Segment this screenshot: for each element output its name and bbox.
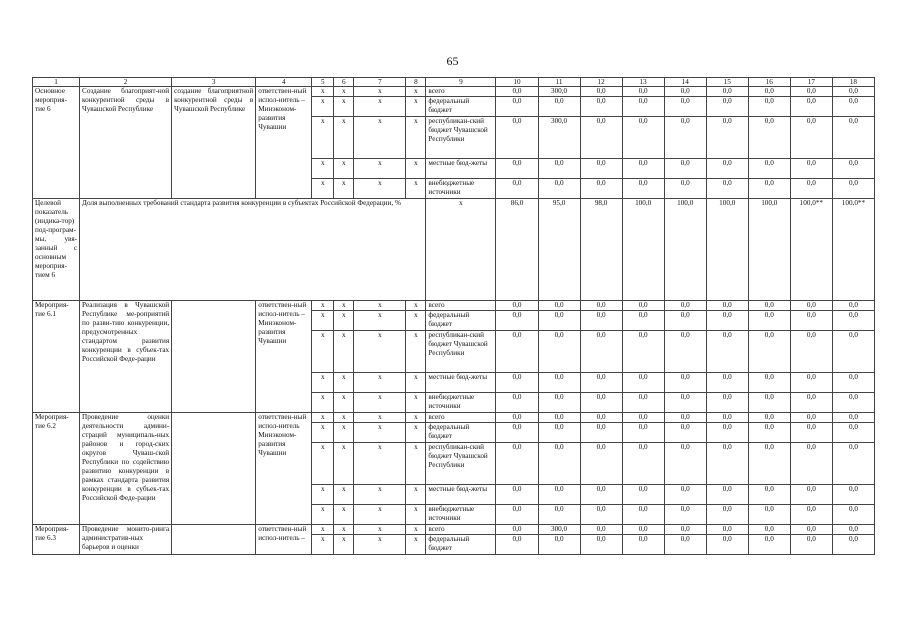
funding-value: 0,0	[496, 423, 538, 443]
funding-value: 0,0	[664, 331, 706, 373]
funding-value: 0,0	[706, 97, 748, 117]
budget-code-mark: x	[354, 485, 406, 505]
budget-code-mark: x	[312, 331, 334, 373]
funding-value: 0,0	[832, 393, 874, 413]
funding-value: 0,0	[664, 423, 706, 443]
program-table	[32, 77, 875, 555]
funding-value: 0,0	[538, 373, 580, 393]
indicator-text: Доля выполненных требований стандарта развития конкуренции в субъектах Российской Федерации, %	[80, 199, 426, 301]
funding-value: 0,0	[748, 97, 790, 117]
funding-value: 0,0	[622, 505, 664, 525]
funding-value: 0,0	[790, 179, 832, 199]
funding-value: 0,0	[496, 301, 538, 311]
funding-source: всего	[426, 525, 496, 535]
funding-value: 0,0	[622, 373, 664, 393]
activity-goal	[172, 525, 256, 555]
funding-value: 0,0	[496, 485, 538, 505]
funding-value: 0,0	[832, 179, 874, 199]
budget-code-mark: x	[334, 159, 354, 179]
funding-value: 0,0	[538, 535, 580, 555]
responsible-executor: ответствен-ный испол-нитель – Минэконом-развития Чувашии	[256, 87, 312, 199]
budget-code-mark: x	[334, 97, 354, 117]
funding-value: 0,0	[538, 423, 580, 443]
funding-value: 0,0	[622, 179, 664, 199]
budget-code-mark: x	[334, 535, 354, 555]
funding-value: 0,0	[622, 443, 664, 485]
funding-value: 0,0	[790, 373, 832, 393]
budget-code-mark: x	[312, 535, 334, 555]
budget-code-mark: x	[334, 331, 354, 373]
budget-code-mark: x	[334, 485, 354, 505]
budget-code-mark: x	[334, 179, 354, 199]
column-number: 7	[354, 78, 406, 87]
funding-value: 0,0	[832, 443, 874, 485]
budget-code-mark: x	[312, 413, 334, 423]
activity-name: Проведение оценки деятельности админи-страций муниципаль-ных районов и город-ских округов Чуваш-ской Республики по содействию развитию конкуренции в рамках стандарта развития конкуренции в субъек-тах Российской Феде-рации	[80, 413, 172, 525]
activity-code: Мероприя-тие 6.3	[33, 525, 80, 555]
column-number: 9	[426, 78, 496, 87]
funding-source: внебюджетные источники	[426, 505, 496, 525]
funding-value: 0,0	[748, 179, 790, 199]
budget-code-mark: x	[354, 331, 406, 373]
budget-code-mark: x	[312, 311, 334, 331]
funding-source: местные бюд-жеты	[426, 159, 496, 179]
budget-code-mark: x	[406, 525, 426, 535]
budget-code-mark: x	[334, 393, 354, 413]
budget-code-mark: x	[354, 535, 406, 555]
funding-value: 0,0	[790, 505, 832, 525]
funding-value: 0,0	[496, 159, 538, 179]
funding-value: 0,0	[664, 525, 706, 535]
funding-value: 0,0	[664, 413, 706, 423]
funding-value: 0,0	[622, 117, 664, 159]
funding-value: 0,0	[580, 485, 622, 505]
funding-value: 0,0	[580, 87, 622, 97]
budget-code-mark: x	[312, 525, 334, 535]
column-number: 10	[496, 78, 538, 87]
funding-value: 0,0	[790, 535, 832, 555]
funding-value: 0,0	[580, 331, 622, 373]
column-number: 8	[406, 78, 426, 87]
indicator-value: 100,0	[706, 199, 748, 301]
funding-value: 0,0	[538, 331, 580, 373]
funding-value: 0,0	[664, 117, 706, 159]
funding-source: всего	[426, 87, 496, 97]
funding-value: 0,0	[706, 443, 748, 485]
funding-value: 0,0	[622, 159, 664, 179]
funding-value: 0,0	[790, 117, 832, 159]
budget-code-mark: x	[312, 97, 334, 117]
funding-value: 0,0	[496, 117, 538, 159]
budget-code-mark: x	[312, 159, 334, 179]
funding-value: 0,0	[706, 413, 748, 423]
activity-code: Мероприя-тие 6.1	[33, 301, 80, 413]
budget-code-mark: x	[354, 413, 406, 423]
funding-value: 0,0	[790, 87, 832, 97]
budget-code-mark: x	[334, 505, 354, 525]
activity-name: Реализация в Чувашской Республике ме-роприятий по разви-тию конкуренции, предусмотренных стандартом развития конкуренции в субъек-тах Российской Феде-рации	[80, 301, 172, 413]
funding-value: 0,0	[622, 413, 664, 423]
column-number: 2	[80, 78, 172, 87]
funding-value: 0,0	[790, 331, 832, 373]
budget-code-mark: x	[334, 525, 354, 535]
funding-value: 0,0	[832, 97, 874, 117]
budget-code-mark: x	[406, 373, 426, 393]
funding-value: 0,0	[832, 505, 874, 525]
activity-goal: создание благоприятной конкурентной среды в Чувашской Республике	[172, 87, 256, 199]
funding-value: 0,0	[706, 393, 748, 413]
responsible-executor: ответствен-ный испол-нитель –	[256, 525, 312, 555]
funding-value: 0,0	[790, 485, 832, 505]
budget-code-mark: x	[312, 179, 334, 199]
column-number: 13	[622, 78, 664, 87]
column-number: 11	[538, 78, 580, 87]
budget-code-mark: x	[406, 331, 426, 373]
indicator-value: 100,0	[664, 199, 706, 301]
funding-source: местные бюд-жеты	[426, 373, 496, 393]
funding-source: местные бюд-жеты	[426, 485, 496, 505]
funding-value: 0,0	[790, 159, 832, 179]
budget-code-mark: x	[334, 311, 354, 331]
column-number: 15	[706, 78, 748, 87]
funding-source: федеральный бюджет	[426, 535, 496, 555]
column-number-row	[33, 78, 875, 87]
budget-code-mark: x	[354, 301, 406, 311]
budget-code-mark: x	[406, 535, 426, 555]
funding-value: 0,0	[790, 97, 832, 117]
funding-value: 0,0	[496, 413, 538, 423]
funding-value: 0,0	[496, 535, 538, 555]
funding-value: 0,0	[832, 525, 874, 535]
funding-source: внебюджетные источники	[426, 179, 496, 199]
funding-value: 0,0	[790, 393, 832, 413]
funding-value: 0,0	[706, 331, 748, 373]
column-number: 4	[256, 78, 312, 87]
funding-value: 0,0	[706, 485, 748, 505]
funding-value: 0,0	[622, 535, 664, 555]
funding-value: 0,0	[748, 311, 790, 331]
responsible-executor: ответствен-ный испол-нитель Минэконом-развития Чувашии	[256, 413, 312, 525]
funding-value: 0,0	[496, 97, 538, 117]
funding-value: 0,0	[748, 505, 790, 525]
column-number: 3	[172, 78, 256, 87]
funding-source: внебюджетные источники	[426, 393, 496, 413]
budget-code-mark: x	[312, 87, 334, 97]
funding-value: 0,0	[664, 373, 706, 393]
funding-value: 0,0	[790, 525, 832, 535]
funding-value: 0,0	[832, 311, 874, 331]
funding-source: республикан-ский бюджет Чувашской Республики	[426, 443, 496, 485]
funding-value: 0,0	[580, 525, 622, 535]
budget-code-mark: x	[312, 443, 334, 485]
funding-value: 0,0	[622, 311, 664, 331]
funding-value: 0,0	[748, 525, 790, 535]
funding-value: 0,0	[622, 525, 664, 535]
budget-code-mark: x	[406, 311, 426, 331]
budget-code-mark: x	[334, 443, 354, 485]
column-number: 16	[748, 78, 790, 87]
funding-value: 0,0	[706, 301, 748, 311]
funding-value: 0,0	[748, 443, 790, 485]
funding-value: 0,0	[748, 423, 790, 443]
funding-value: 0,0	[538, 311, 580, 331]
funding-value: 0,0	[790, 301, 832, 311]
funding-value: 0,0	[538, 485, 580, 505]
funding-value: 0,0	[706, 87, 748, 97]
funding-value: 0,0	[622, 393, 664, 413]
indicator-value: 100,0	[748, 199, 790, 301]
budget-code-mark: x	[406, 301, 426, 311]
funding-value: 0,0	[664, 505, 706, 525]
budget-code-mark: x	[406, 87, 426, 97]
column-number: 1	[33, 78, 80, 87]
funding-value: 0,0	[580, 301, 622, 311]
funding-value: 0,0	[748, 331, 790, 373]
funding-value: 0,0	[580, 373, 622, 393]
funding-value: 0,0	[538, 97, 580, 117]
funding-value: 0,0	[706, 159, 748, 179]
funding-value: 0,0	[664, 443, 706, 485]
budget-code-mark: x	[312, 393, 334, 413]
funding-value: 0,0	[832, 117, 874, 159]
funding-value: 0,0	[748, 301, 790, 311]
funding-value: 0,0	[538, 301, 580, 311]
activity-code: Мероприя-тие 6.2	[33, 413, 80, 525]
budget-code-mark: x	[334, 301, 354, 311]
funding-value: 0,0	[496, 87, 538, 97]
budget-code-mark: x	[406, 179, 426, 199]
funding-value: 0,0	[538, 159, 580, 179]
funding-value: 0,0	[622, 331, 664, 373]
funding-value: 0,0	[622, 301, 664, 311]
funding-value: 0,0	[706, 525, 748, 535]
funding-value: 0,0	[790, 443, 832, 485]
responsible-executor: ответствен-ный испол-нитель – Минэконом-развития Чувашии	[256, 301, 312, 413]
activity-name: Создание благоприят-ной конкурентной среды в Чувашской Республике	[80, 87, 172, 199]
funding-value: 0,0	[832, 301, 874, 311]
budget-code-mark: x	[334, 373, 354, 393]
table-row	[33, 525, 875, 535]
funding-value: 0,0	[622, 485, 664, 505]
funding-value: 0,0	[580, 423, 622, 443]
funding-value: 0,0	[580, 117, 622, 159]
funding-value: 0,0	[622, 87, 664, 97]
funding-value: 0,0	[832, 413, 874, 423]
column-number: 5	[312, 78, 334, 87]
funding-value: 0,0	[496, 443, 538, 485]
budget-code-mark: x	[406, 423, 426, 443]
indicator-value: 100,0	[622, 199, 664, 301]
budget-code-mark: x	[406, 159, 426, 179]
indicator-value: 100,0**	[832, 199, 874, 301]
funding-value: 0,0	[664, 393, 706, 413]
budget-code-mark: x	[406, 413, 426, 423]
funding-value: 0,0	[832, 87, 874, 97]
funding-value: 0,0	[580, 311, 622, 331]
funding-value: 0,0	[496, 331, 538, 373]
indicator-value: 95,0	[538, 199, 580, 301]
budget-code-mark: x	[354, 117, 406, 159]
table-row	[33, 413, 875, 423]
funding-value: 0,0	[664, 311, 706, 331]
funding-value: 0,0	[664, 179, 706, 199]
funding-value: 0,0	[664, 97, 706, 117]
budget-code-mark: x	[312, 373, 334, 393]
budget-code-mark: x	[354, 525, 406, 535]
budget-code-mark: x	[354, 393, 406, 413]
funding-value: 0,0	[580, 159, 622, 179]
funding-value: 0,0	[580, 535, 622, 555]
budget-code-mark: x	[354, 311, 406, 331]
funding-value: 0,0	[706, 373, 748, 393]
budget-code-mark: x	[406, 443, 426, 485]
funding-value: 300,0	[538, 117, 580, 159]
funding-value: 0,0	[496, 311, 538, 331]
budget-code-mark: x	[334, 423, 354, 443]
indicator-row	[33, 199, 875, 301]
activity-name: Проведение монито-ринга административ-ных барьеров и оценки	[80, 525, 172, 555]
funding-value: 0,0	[622, 97, 664, 117]
funding-value: 0,0	[538, 505, 580, 525]
funding-source: республикан-ский бюджет Чувашской Республики	[426, 117, 496, 159]
funding-source: республикан-ский бюджет Чувашской Республики	[426, 331, 496, 373]
funding-value: 0,0	[580, 393, 622, 413]
column-number: 18	[832, 78, 874, 87]
funding-value: 300,0	[538, 87, 580, 97]
budget-code-mark: x	[334, 413, 354, 423]
column-number: 6	[334, 78, 354, 87]
funding-source: федеральный бюджет	[426, 97, 496, 117]
budget-code-mark: x	[312, 301, 334, 311]
budget-code-mark: x	[312, 117, 334, 159]
budget-code-mark: x	[312, 423, 334, 443]
funding-value: 0,0	[580, 443, 622, 485]
funding-value: 0,0	[748, 485, 790, 505]
funding-value: 0,0	[748, 87, 790, 97]
funding-value: 0,0	[580, 97, 622, 117]
funding-value: 0,0	[832, 373, 874, 393]
funding-source: федеральный бюджет	[426, 311, 496, 331]
funding-value: 0,0	[664, 301, 706, 311]
budget-code-mark: x	[354, 443, 406, 485]
funding-value: 0,0	[496, 179, 538, 199]
funding-value: 0,0	[496, 393, 538, 413]
funding-value: 0,0	[790, 311, 832, 331]
funding-value: 0,0	[748, 393, 790, 413]
funding-value: 0,0	[664, 159, 706, 179]
funding-value: 0,0	[706, 423, 748, 443]
budget-code-mark: x	[406, 485, 426, 505]
table-row	[33, 301, 875, 311]
indicator-label: Целевой показатель (индика-тор) под-програм-мы, увя-занный с основным мероприя-тием 6	[33, 199, 80, 301]
budget-code-mark: x	[354, 97, 406, 117]
funding-value: 0,0	[538, 443, 580, 485]
funding-value: 0,0	[580, 413, 622, 423]
funding-value: 0,0	[832, 331, 874, 373]
budget-code-mark: x	[312, 505, 334, 525]
indicator-value: 86,0	[496, 199, 538, 301]
funding-value: 0,0	[496, 505, 538, 525]
funding-value: 0,0	[538, 393, 580, 413]
funding-value: 0,0	[580, 179, 622, 199]
funding-value: 0,0	[832, 423, 874, 443]
funding-value: 0,0	[748, 373, 790, 393]
activity-code: Основное мероприя-тие 6	[33, 87, 80, 199]
activity-goal	[172, 301, 256, 413]
funding-value: 0,0	[832, 535, 874, 555]
budget-code-mark: x	[354, 505, 406, 525]
funding-value: 0,0	[748, 159, 790, 179]
column-number: 17	[790, 78, 832, 87]
column-number: 12	[580, 78, 622, 87]
funding-value: 0,0	[790, 423, 832, 443]
budget-code-mark: x	[354, 87, 406, 97]
funding-value: 0,0	[664, 485, 706, 505]
funding-value: 0,0	[706, 535, 748, 555]
budget-code-mark: x	[406, 393, 426, 413]
funding-source: всего	[426, 413, 496, 423]
column-number: 14	[664, 78, 706, 87]
budget-code-mark: x	[406, 505, 426, 525]
funding-value: 300,0	[538, 525, 580, 535]
funding-value: 0,0	[496, 525, 538, 535]
indicator-value: 100,0**	[790, 199, 832, 301]
funding-value: 0,0	[706, 117, 748, 159]
page-number: 65	[446, 54, 459, 68]
budget-code-mark: x	[334, 87, 354, 97]
budget-code-mark: x	[354, 159, 406, 179]
funding-value: 0,0	[496, 373, 538, 393]
budget-code-mark: x	[354, 179, 406, 199]
budget-code-mark: x	[334, 117, 354, 159]
budget-code-mark: x	[312, 485, 334, 505]
funding-value: 0,0	[832, 485, 874, 505]
budget-code-mark: x	[354, 373, 406, 393]
indicator-value: 98,0	[580, 199, 622, 301]
indicator-mark: x	[426, 199, 496, 301]
budget-code-mark: x	[406, 117, 426, 159]
funding-value: 0,0	[580, 505, 622, 525]
funding-value: 0,0	[748, 535, 790, 555]
activity-goal	[172, 413, 256, 525]
funding-source: федеральный бюджет	[426, 423, 496, 443]
funding-value: 0,0	[706, 311, 748, 331]
funding-value: 0,0	[748, 413, 790, 423]
funding-value: 0,0	[790, 413, 832, 423]
funding-value: 0,0	[622, 423, 664, 443]
funding-source: всего	[426, 301, 496, 311]
funding-value: 0,0	[748, 117, 790, 159]
funding-value: 0,0	[832, 159, 874, 179]
funding-value: 0,0	[538, 413, 580, 423]
funding-value: 0,0	[538, 179, 580, 199]
funding-value: 0,0	[706, 179, 748, 199]
table-row	[33, 87, 875, 97]
funding-value: 0,0	[664, 87, 706, 97]
funding-value: 0,0	[664, 535, 706, 555]
budget-code-mark: x	[406, 97, 426, 117]
budget-code-mark: x	[354, 423, 406, 443]
funding-value: 0,0	[706, 505, 748, 525]
